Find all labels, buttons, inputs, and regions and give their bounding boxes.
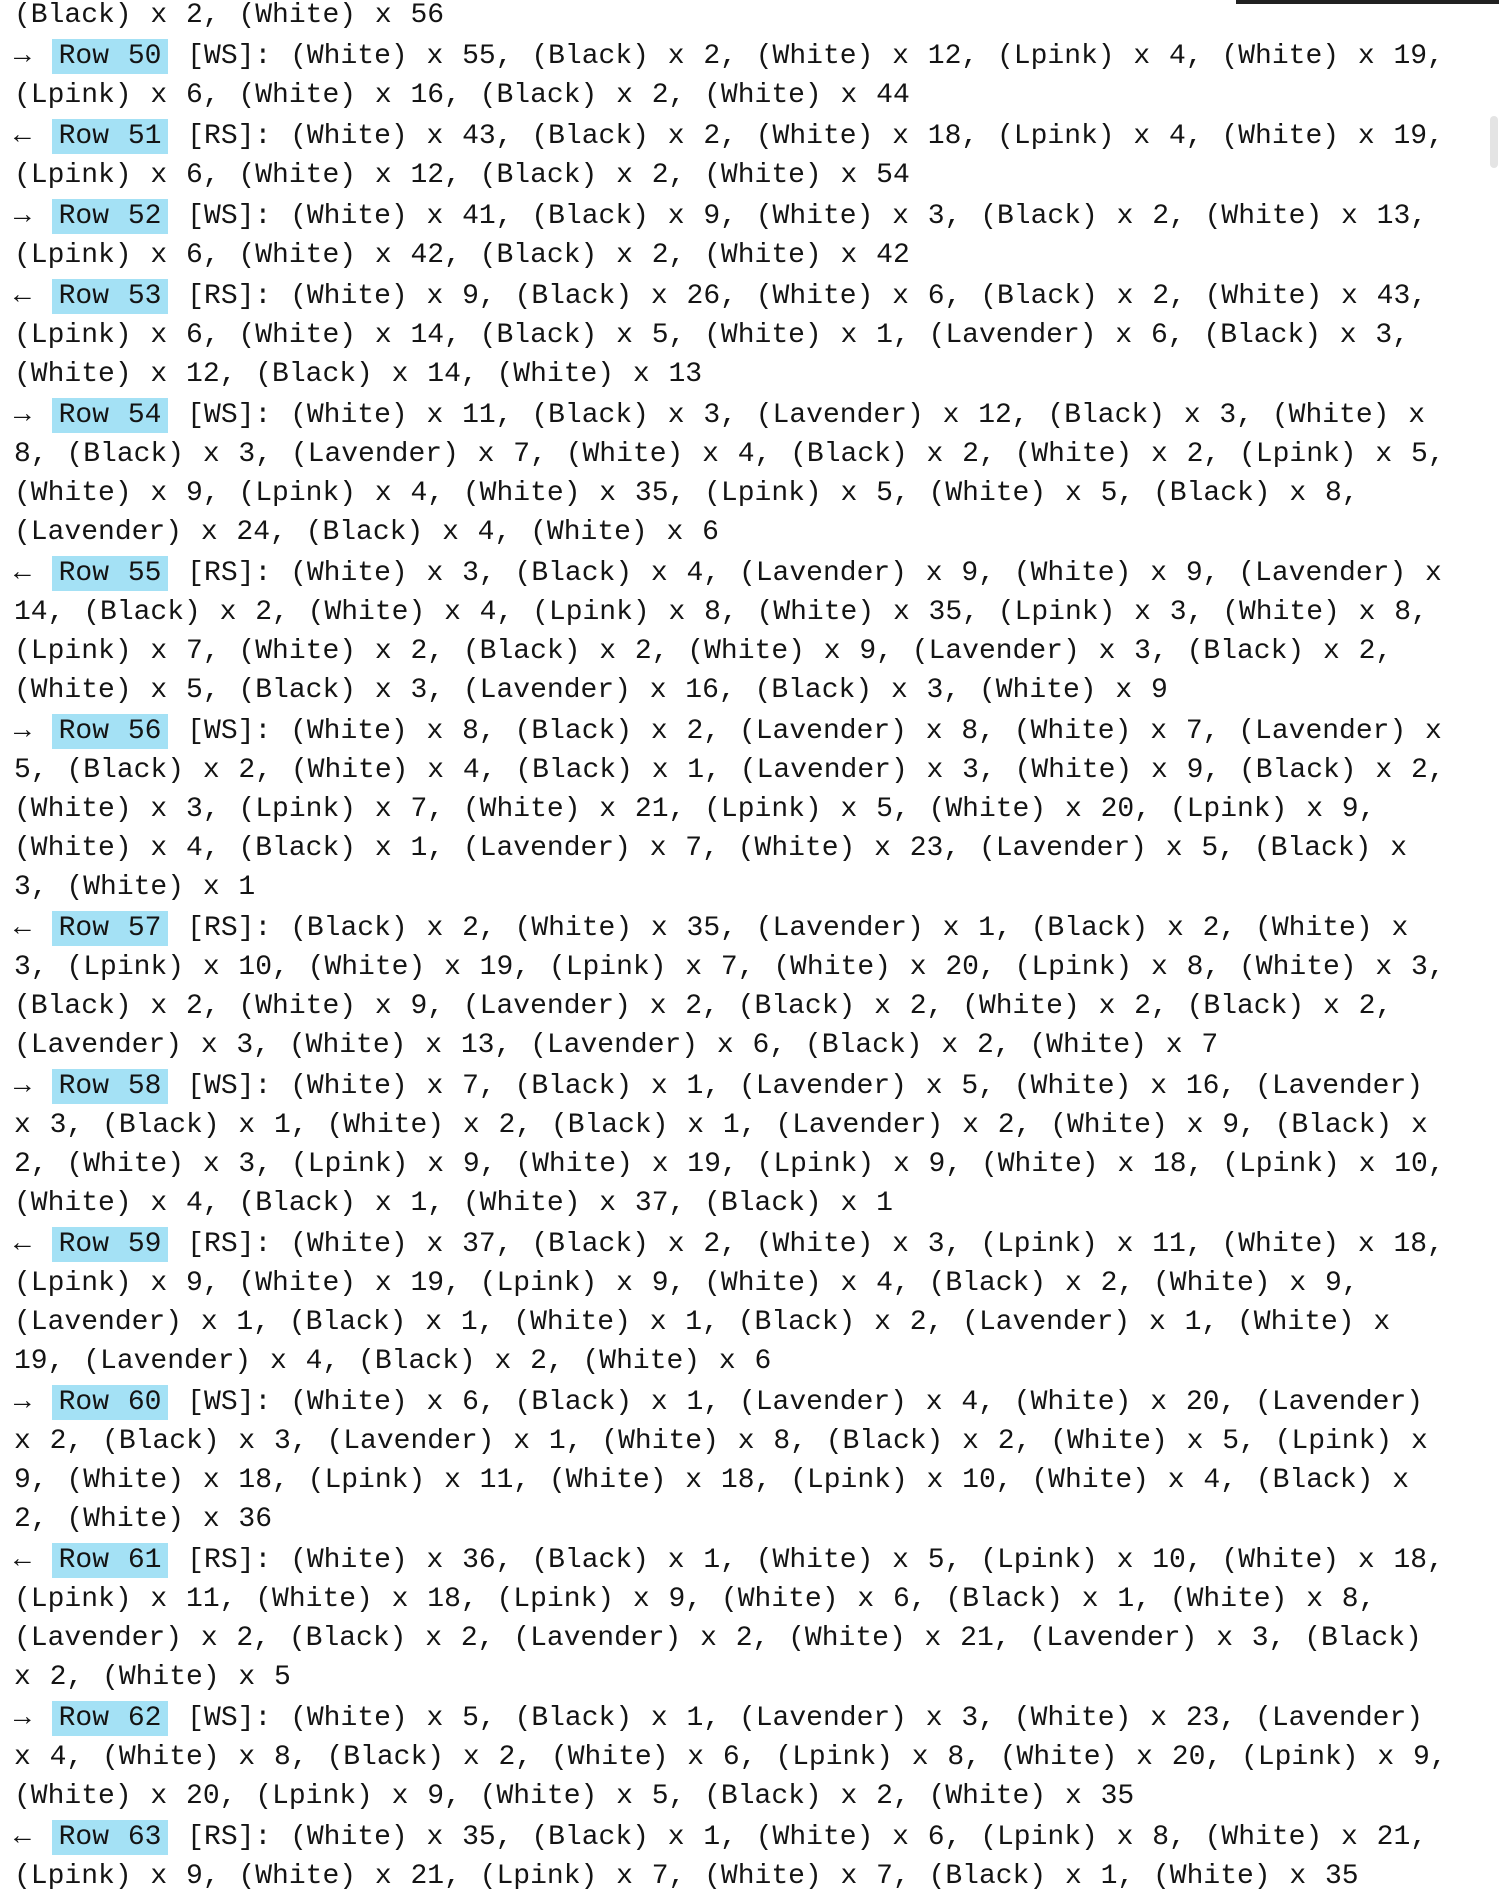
row-side-tag: [WS]: [168, 716, 291, 747]
row-side-tag: [WS]: [168, 1071, 291, 1102]
row-color-runs: (White) x 8, (Black) x 2, (Lavender) x 8, (White) x 7, (Lavender) x 5, (Black) x 2, (White) x 4, (Black) x 1, (Lavender) x 3, (White) x 9, (Black) x 2, (White) x 3, (Lpink) x 7, (White) x 21, (Lpink) x 5, (White) x 20, (Lpink) x 9, (White) x 4, (Black) x 1, (Lavender) x 7, (White) x 23, (Lavender) x 5, (Black) x 3, (White) x 1 [14, 716, 1445, 903]
row-side-tag: [RS]: [168, 1545, 291, 1576]
row-color-runs: (White) x 55, (Black) x 2, (White) x 12, (Lpink) x 4, (White) x 19, (Lpink) x 6, (White) x 16, (Black) x 2, (White) x 44 [14, 41, 1444, 111]
pattern-text [14, 0, 1455, 1896]
pattern-row-fragment: (Black) x 2, (White) x 56 [14, 0, 445, 31]
row-color-runs: (White) x 5, (Black) x 1, (Lavender) x 3, (White) x 23, (Lavender) x 4, (White) x 8, (Black) x 2, (White) x 6, (Lpink) x 8, (White) x 20, (Lpink) x 9, (White) x 20, (Lpink) x 9, (White) x 5, (Black) x 2, (White) x 35 [14, 1703, 1447, 1812]
row-color-runs: (White) x 7, (Black) x 1, (Lavender) x 5, (White) x 16, (Lavender) x 3, (Black) x 1, (White) x 2, (Black) x 1, (Lavender) x 2, (White) x 9, (Black) x 2, (White) x 3, (Lpink) x 9, (White) x 19, (Lpink) x 9, (White) x 18, (Lpink) x 10, (White) x 4, (Black) x 1, (White) x 37, (Black) x 1 [14, 1071, 1445, 1219]
right-arrow-icon: → [14, 1387, 31, 1418]
row-number-badge: Row 58 [52, 1069, 169, 1104]
row-side-tag: [WS]: [168, 400, 291, 431]
row-number-badge: Row 53 [52, 279, 169, 314]
pattern-row-56 [14, 712, 1455, 907]
pattern-row-58 [14, 1067, 1455, 1223]
row-number-badge: Row 56 [52, 714, 169, 749]
pattern-row-50 [14, 37, 1455, 115]
row-color-runs: (White) x 6, (Black) x 1, (Lavender) x 4, (White) x 20, (Lavender) x 2, (Black) x 3, (Lavender) x 1, (White) x 8, (Black) x 2, (White) x 5, (Lpink) x 9, (White) x 18, (Lpink) x 11, (White) x 18, (Lpink) x 10, (White) x 4, (Black) x 2, (White) x 36 [14, 1387, 1428, 1535]
row-side-tag: [WS]: [168, 1387, 291, 1418]
right-arrow-icon: → [14, 1071, 31, 1102]
pattern-row-57 [14, 909, 1455, 1065]
right-arrow-icon: → [14, 41, 31, 72]
pattern-row-62 [14, 1699, 1455, 1816]
row-color-runs: (White) x 41, (Black) x 9, (White) x 3, (Black) x 2, (White) x 13, (Lpink) x 6, (White) x 42, (Black) x 2, (White) x 42 [14, 201, 1428, 271]
row-color-runs: (White) x 43, (Black) x 2, (White) x 18, (Lpink) x 4, (White) x 19, (Lpink) x 6, (White) x 12, (Black) x 2, (White) x 54 [14, 121, 1444, 191]
row-color-runs: (White) x 9, (Black) x 26, (White) x 6, (Black) x 2, (White) x 43, (Lpink) x 6, (White) x 14, (Black) x 5, (White) x 1, (Lavender) x 6, (Black) x 3, (White) x 12, (Black) x 14, (White) x 13 [14, 281, 1428, 390]
row-color-runs: (White) x 37, (Black) x 2, (White) x 3, (Lpink) x 11, (White) x 18, (Lpink) x 9, (White) x 19, (Lpink) x 9, (White) x 4, (Black) x 2, (White) x 9, (Lavender) x 1, (Black) x 1, (White) x 1, (Black) x 2, (Lavender) x 1, (White) x 19, (Lavender) x 4, (Black) x 2, (White) x 6 [14, 1229, 1444, 1377]
window-top-edge [1236, 0, 1499, 4]
row-number-badge: Row 55 [52, 556, 169, 591]
right-arrow-icon: → [14, 201, 31, 232]
row-color-runs: (White) x 3, (Black) x 4, (Lavender) x 9, (White) x 9, (Lavender) x 14, (Black) x 2, (White) x 4, (Lpink) x 8, (White) x 35, (Lpink) x 3, (White) x 8, (Lpink) x 7, (White) x 2, (Black) x 2, (White) x 9, (Lavender) x 3, (Black) x 2, (White) x 5, (Black) x 3, (Lavender) x 16, (Black) x 3, (White) x 9 [14, 558, 1442, 706]
row-number-badge: Row 52 [52, 199, 169, 234]
row-side-tag: [WS]: [168, 41, 291, 72]
row-color-runs: (White) x 11, (Black) x 3, (Lavender) x 12, (Black) x 3, (White) x 8, (Black) x 3, (Lavender) x 7, (White) x 4, (Black) x 2, (White) x 2, (Lpink) x 5, (White) x 9, (Lpink) x 4, (White) x 35, (Lpink) x 5, (White) x 5, (Black) x 8, (Lavender) x 24, (Black) x 4, (White) x 6 [14, 400, 1445, 548]
row-side-tag: [RS]: [168, 281, 291, 312]
row-number-badge: Row 57 [52, 911, 169, 946]
right-arrow-icon: → [14, 716, 31, 747]
pattern-row-51 [14, 117, 1455, 195]
row-number-badge: Row 62 [52, 1701, 169, 1736]
row-number-badge: Row 63 [52, 1820, 169, 1855]
row-color-runs: (White) x 35, (Black) x 1, (White) x 6, (Lpink) x 8, (White) x 21, (Lpink) x 9, (White) x 21, (Lpink) x 7, (White) x 7, (Black) x 1, (White) x 35 [14, 1822, 1428, 1892]
row-number-badge: Row 60 [52, 1385, 169, 1420]
pattern-row-63 [14, 1818, 1455, 1896]
row-side-tag: [RS]: [168, 121, 291, 152]
pattern-row-54 [14, 396, 1455, 552]
pattern-row-59 [14, 1225, 1455, 1381]
pattern-row-55 [14, 554, 1455, 710]
left-arrow-icon: ← [14, 1545, 31, 1576]
row-number-badge: Row 54 [52, 398, 169, 433]
left-arrow-icon: ← [14, 1229, 31, 1260]
row-side-tag: [RS]: [168, 1229, 291, 1260]
right-arrow-icon: → [14, 400, 31, 431]
left-arrow-icon: ← [14, 1822, 31, 1853]
scrollbar-thumb[interactable] [1490, 116, 1498, 168]
row-color-runs: (Black) x 2, (White) x 35, (Lavender) x 1, (Black) x 2, (White) x 3, (Lpink) x 10, (White) x 19, (Lpink) x 7, (White) x 20, (Lpink) x 8, (White) x 3, (Black) x 2, (White) x 9, (Lavender) x 2, (Black) x 2, (White) x 2, (Black) x 2, (Lavender) x 3, (White) x 13, (Lavender) x 6, (Black) x 2, (White) x 7 [14, 913, 1445, 1061]
row-number-badge: Row 61 [52, 1543, 169, 1578]
row-number-badge: Row 50 [52, 39, 169, 74]
row-number-badge: Row 59 [52, 1227, 169, 1262]
row-number-badge: Row 51 [52, 119, 169, 154]
pattern-row-60 [14, 1383, 1455, 1539]
row-side-tag: [RS]: [168, 913, 291, 944]
pattern-row-52 [14, 197, 1455, 275]
left-arrow-icon: ← [14, 913, 31, 944]
left-arrow-icon: ← [14, 281, 31, 312]
row-side-tag: [RS]: [168, 558, 291, 589]
row-side-tag: [RS]: [168, 1822, 291, 1853]
row-side-tag: [WS]: [168, 1703, 291, 1734]
pattern-row-61 [14, 1541, 1455, 1697]
left-arrow-icon: ← [14, 121, 31, 152]
row-side-tag: [WS]: [168, 201, 291, 232]
row-color-runs: (White) x 36, (Black) x 1, (White) x 5, (Lpink) x 10, (White) x 18, (Lpink) x 11, (White) x 18, (Lpink) x 9, (White) x 6, (Black) x 1, (White) x 8, (Lavender) x 2, (Black) x 2, (Lavender) x 2, (White) x 21, (Lavender) x 3, (Black) x 2, (White) x 5 [14, 1545, 1444, 1693]
left-arrow-icon: ← [14, 558, 31, 589]
right-arrow-icon: → [14, 1703, 31, 1734]
pattern-row-53 [14, 277, 1455, 394]
